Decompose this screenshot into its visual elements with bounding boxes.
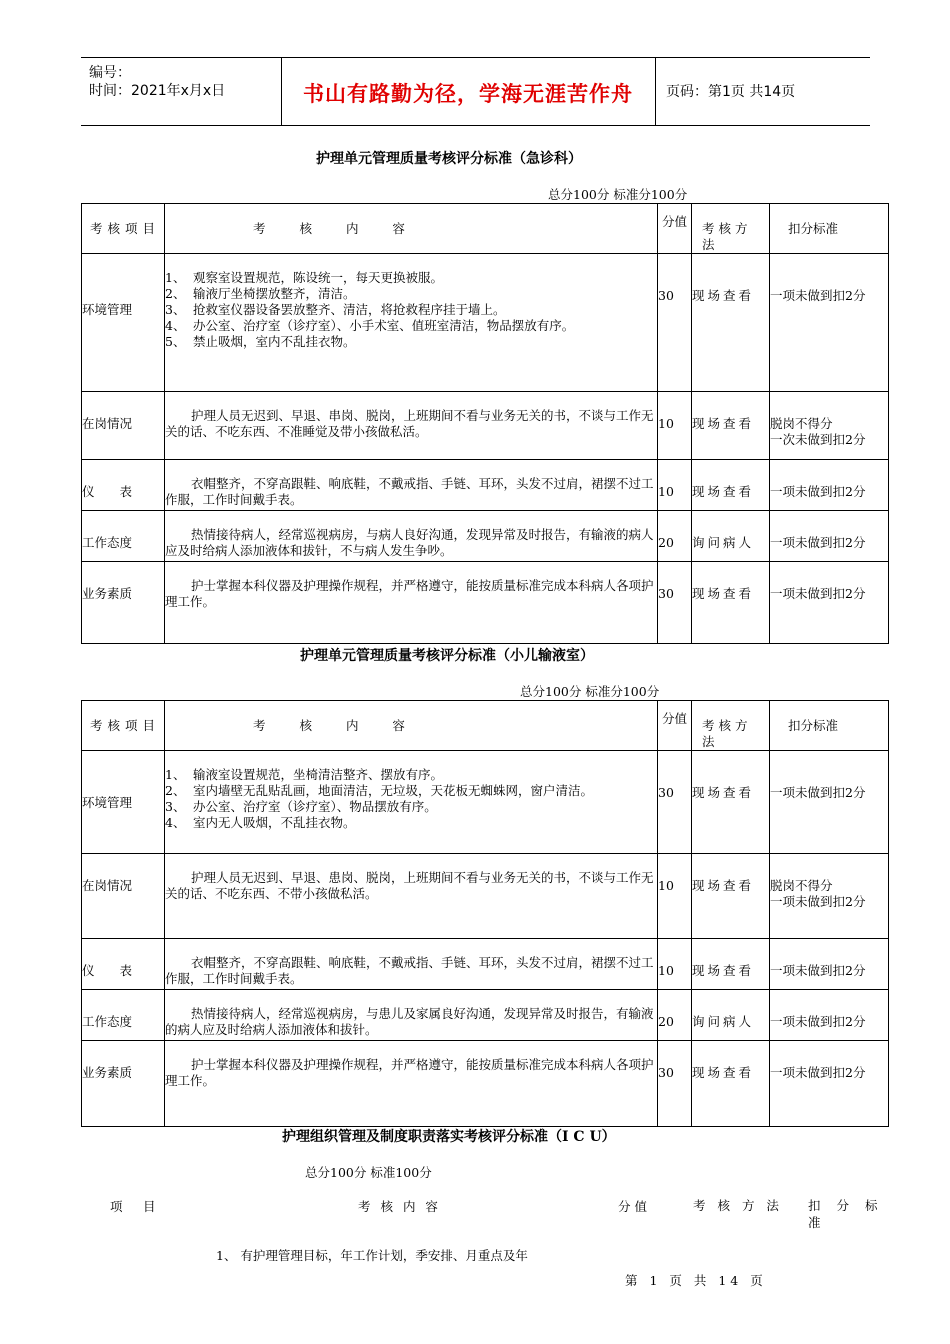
list-number: 4、 <box>165 318 186 333</box>
row-score: 30 <box>658 562 692 644</box>
header-content: 考 核 内 容 <box>165 701 658 751</box>
content-list-item <box>165 799 657 815</box>
content-list-item <box>165 783 657 799</box>
table-row <box>82 939 889 990</box>
row-deduct: 一项未做到扣2分 <box>770 990 889 1041</box>
content-list-item <box>165 318 657 334</box>
row-method: 询问病人 <box>692 990 770 1041</box>
icu-col-deduct: 扣 分 标 准 <box>808 1198 884 1230</box>
list-text: 办公室、治疗室（诊疗室）、小手术室、值班室清洁，物品摆放有序。 <box>193 318 575 333</box>
row-method: 现场查看 <box>692 751 770 854</box>
table-row <box>82 460 889 511</box>
content-list-item <box>165 815 657 831</box>
list-number: 2、 <box>165 286 186 301</box>
row-method: 现场查看 <box>692 460 770 511</box>
icu-first-line: 1、 有护理管理目标，年工作计划，季安排、月重点及年 <box>216 1248 528 1263</box>
row-score: 10 <box>658 939 692 990</box>
header-meta-cell <box>81 58 282 125</box>
table-header-row <box>82 204 889 254</box>
row-method: 现场查看 <box>692 939 770 990</box>
row-content <box>165 854 658 939</box>
list-text: 输液厅坐椅摆放整齐，清洁。 <box>193 286 356 301</box>
header-deduct: 扣分标准 <box>770 204 889 254</box>
row-content <box>165 751 658 854</box>
row-item: 业务素质 <box>82 562 165 644</box>
row-item: 工作态度 <box>82 511 165 562</box>
score-line-emergency: 总分100分 标准分100分 <box>548 187 688 202</box>
row-score: 10 <box>658 854 692 939</box>
header-score: 分值 <box>658 701 692 751</box>
icu-col-item: 项 目 <box>110 1199 160 1214</box>
row-deduct: 一项未做到扣2分 <box>770 1041 889 1127</box>
number-label: 编号： <box>89 65 131 81</box>
content-text: 衣帽整齐，不穿高跟鞋、响底鞋，不戴戒指、手链、耳环，头发不过肩，裙摆不过工作服，工作时间戴手表。 <box>165 955 654 986</box>
list-text: 抢救室仪器设备罢放整齐、清洁，将抢救程序挂于墙上。 <box>193 302 506 317</box>
table-row <box>82 392 889 460</box>
row-deduct: 脱岗不得分 一次未做到扣2分 <box>770 392 889 460</box>
document-header <box>81 57 870 126</box>
row-content <box>165 1041 658 1127</box>
row-content <box>165 562 658 644</box>
row-score: 20 <box>658 511 692 562</box>
content-text: 热情接待病人，经常巡视病房，与病人良好沟通，发现异常及时报告，有输液的病人应及时给病人添加液体和拔针，不与病人发生争吵。 <box>165 527 654 558</box>
row-item: 环境管理 <box>82 254 165 392</box>
pediatric-table <box>81 700 889 1127</box>
header-item: 考核项目 <box>82 204 165 254</box>
header-score: 分值 <box>658 204 692 254</box>
row-content <box>165 511 658 562</box>
row-deduct: 一项未做到扣2分 <box>770 939 889 990</box>
header-page-cell <box>656 58 870 125</box>
content-list-item <box>165 767 657 783</box>
list-number: 3、 <box>165 302 186 317</box>
header-item: 考核项目 <box>82 701 165 751</box>
row-method: 询问病人 <box>692 511 770 562</box>
list-number: 1、 <box>165 767 186 782</box>
row-item: 在岗情况 <box>82 854 165 939</box>
content-text: 护理人员无迟到、早退、串岗、脱岗，上班期间不看与业务无关的书，不谈与工作无关的话、不吃东西、不准睡觉及带小孩做私活。 <box>165 408 654 439</box>
list-number: 4、 <box>165 815 186 830</box>
row-method: 现场查看 <box>692 562 770 644</box>
time-label: 时间：2021年x月x日 <box>89 83 226 99</box>
content-list-item <box>165 302 657 318</box>
table-row <box>82 854 889 939</box>
row-score: 10 <box>658 392 692 460</box>
content-text: 护士掌握本科仪器及护理操作规程，并严格遵守，能按质量标准完成本科病人各项护理工作。 <box>165 578 654 609</box>
list-number: 2、 <box>165 783 186 798</box>
row-score: 30 <box>658 751 692 854</box>
list-number: 5、 <box>165 334 186 349</box>
page-footer: 第 1 页 共 14 页 <box>625 1273 767 1288</box>
row-deduct: 一项未做到扣2分 <box>770 254 889 392</box>
row-content <box>165 254 658 392</box>
table-title-pediatric: 护理单元管理质量考核评分标准（小儿输液室） <box>300 648 594 664</box>
content-list-item <box>165 270 657 286</box>
table-header-row <box>82 701 889 751</box>
icu-score-line: 总分100分 标准100分 <box>305 1165 432 1180</box>
list-text: 办公室、治疗室（诊疗室）、物品摆放有序。 <box>193 799 437 814</box>
table-row <box>82 562 889 644</box>
list-number: 3、 <box>165 799 186 814</box>
table-row <box>82 511 889 562</box>
row-method: 现场查看 <box>692 854 770 939</box>
row-score: 20 <box>658 990 692 1041</box>
row-item: 仪 表 <box>82 460 165 511</box>
header-deduct: 扣分标准 <box>770 701 889 751</box>
row-score: 30 <box>658 1041 692 1127</box>
row-method: 现场查看 <box>692 392 770 460</box>
header-motto-cell <box>281 58 656 125</box>
row-score: 30 <box>658 254 692 392</box>
row-item: 在岗情况 <box>82 392 165 460</box>
table-row <box>82 751 889 854</box>
row-method: 现场查看 <box>692 1041 770 1127</box>
row-method: 现场查看 <box>692 254 770 392</box>
row-content <box>165 392 658 460</box>
row-content <box>165 990 658 1041</box>
header-content: 考 核 内 容 <box>165 204 658 254</box>
row-item: 业务素质 <box>82 1041 165 1127</box>
content-text: 护士掌握本科仪器及护理操作规程，并严格遵守，能按质量标准完成本科病人各项护理工作。 <box>165 1057 654 1088</box>
icu-col-score: 分 值 <box>618 1199 647 1214</box>
table-title-emergency: 护理单元管理质量考核评分标准（急诊科） <box>316 151 582 167</box>
row-item: 仪 表 <box>82 939 165 990</box>
icu-col-method: 考 核 方 法 <box>693 1198 783 1213</box>
list-number: 1、 <box>165 270 186 285</box>
row-item: 工作态度 <box>82 990 165 1041</box>
page-info: 页码：第1页 共14页 <box>666 84 796 100</box>
table-row <box>82 990 889 1041</box>
row-deduct: 一项未做到扣2分 <box>770 511 889 562</box>
row-deduct: 脱岗不得分 一项未做到扣2分 <box>770 854 889 939</box>
emergency-table <box>81 203 889 644</box>
list-text: 禁止吸烟，室内不乱挂衣物。 <box>193 334 356 349</box>
content-text: 护理人员无迟到、早退、患岗、脱岗，上班期间不看与业务无关的书，不谈与工作无关的话、不吃东西、不带小孩做私活。 <box>165 870 654 901</box>
motto: 书山有路勤为径，学海无涯苦作舟 <box>303 82 633 106</box>
header-method: 考核方法 <box>692 701 770 751</box>
list-text: 输液室设置规范，坐椅清洁整齐、摆放有序。 <box>193 767 444 782</box>
icu-title: 护理组织管理及制度职责落实考核评分标准（I C U） <box>282 1129 616 1145</box>
row-deduct: 一项未做到扣2分 <box>770 460 889 511</box>
row-deduct: 一项未做到扣2分 <box>770 562 889 644</box>
list-text: 室内无人吸烟，不乱挂衣物。 <box>193 815 356 830</box>
content-text: 热情接待病人，经常巡视病房，与患儿及家属良好沟通，发现异常及时报告，有输液的病人应及时给病人添加液体和拔针。 <box>165 1006 654 1037</box>
row-score: 10 <box>658 460 692 511</box>
header-method: 考核方法 <box>692 204 770 254</box>
content-text: 衣帽整齐，不穿高跟鞋、响底鞋，不戴戒指、手链、耳环，头发不过肩，裙摆不过工作服，工作时间戴手表。 <box>165 476 654 507</box>
content-list-item <box>165 286 657 302</box>
score-line-pediatric: 总分100分 标准分100分 <box>520 684 660 699</box>
row-deduct: 一项未做到扣2分 <box>770 751 889 854</box>
list-text: 室内墙壁无乱贴乱画，地面清洁，无垃圾，天花板无蜘蛛网，窗户清洁。 <box>193 783 594 798</box>
table-row <box>82 1041 889 1127</box>
content-list-item <box>165 334 657 350</box>
icu-col-content: 考 核 内 容 <box>358 1199 441 1214</box>
list-text: 观察室设置规范，陈设统一，每天更换被服。 <box>193 270 444 285</box>
row-item: 环境管理 <box>82 751 165 854</box>
row-content <box>165 939 658 990</box>
table-row <box>82 254 889 392</box>
row-content <box>165 460 658 511</box>
